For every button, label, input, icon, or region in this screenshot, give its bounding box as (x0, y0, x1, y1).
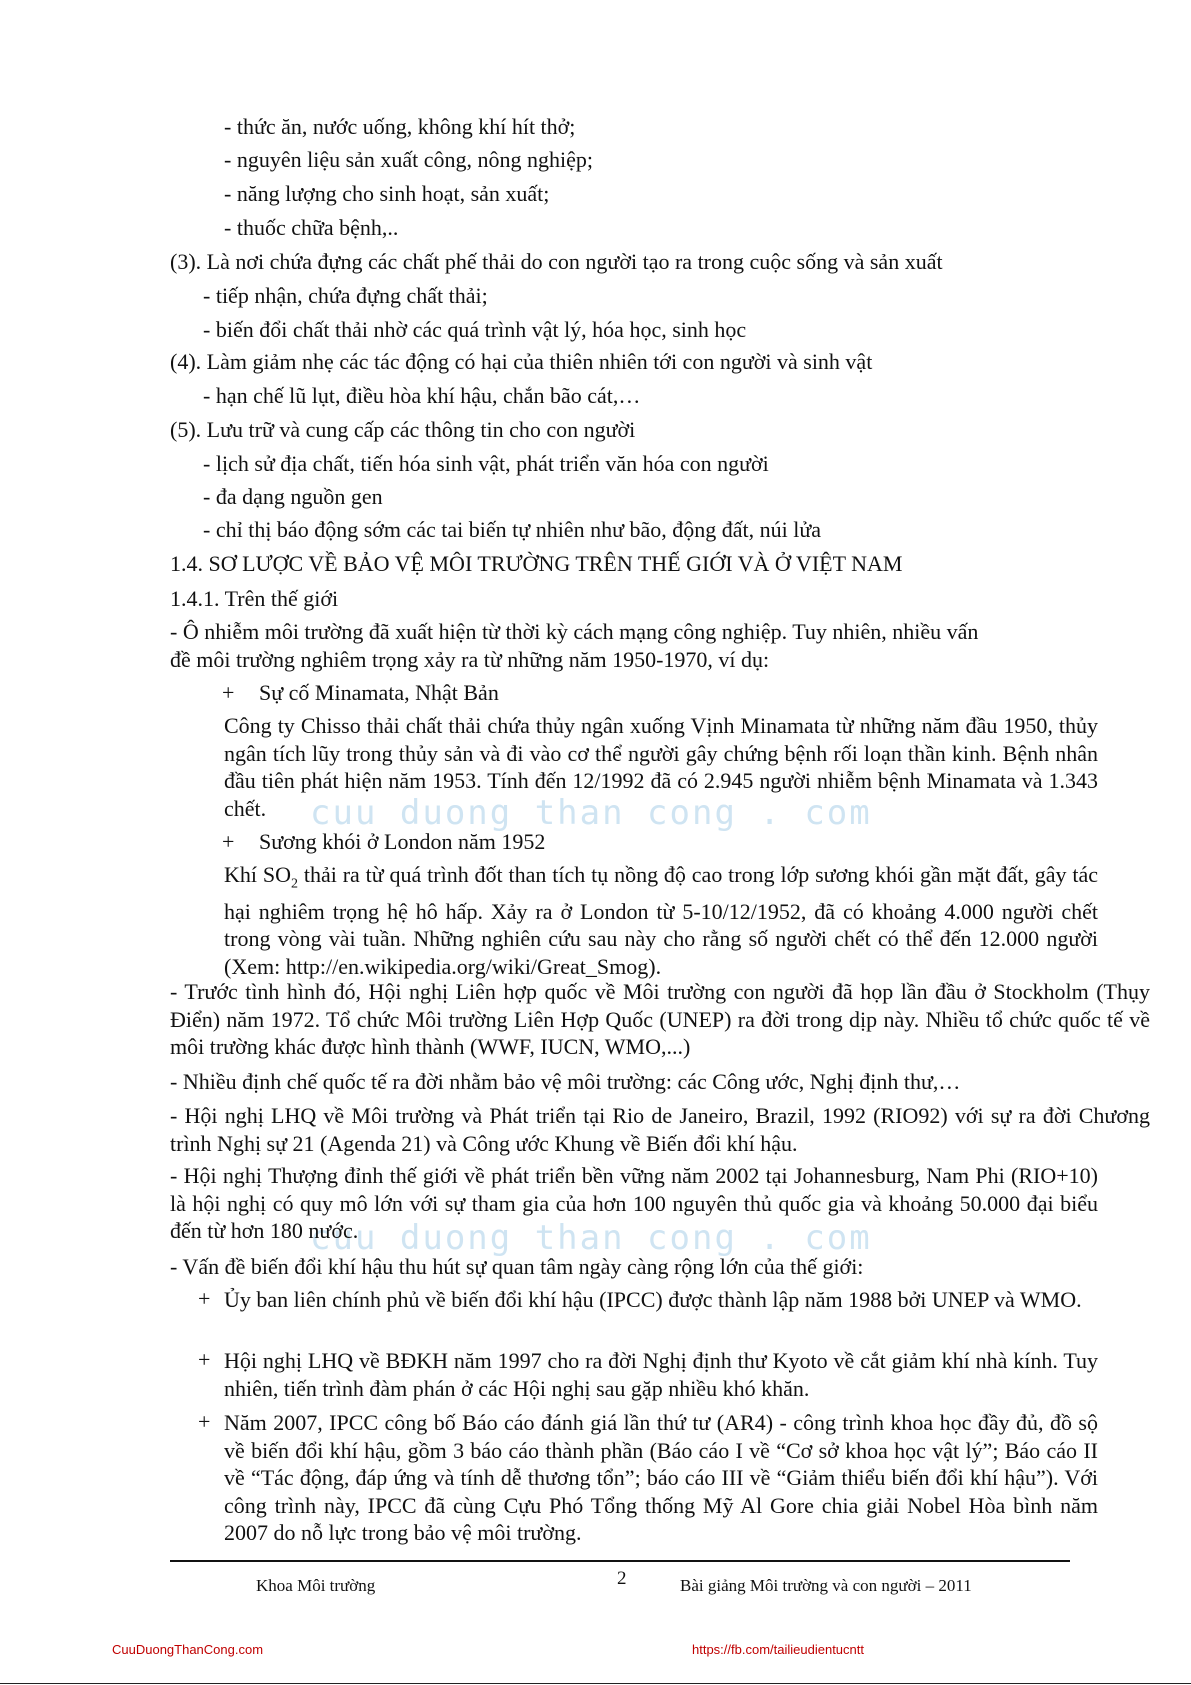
watermark: cuu duong than cong . com (310, 1218, 872, 1258)
list-item: - biến đổi chất thải nhờ các quá trình vật lý, hóa học, sinh học (203, 317, 747, 342)
page-bottom-edge (0, 1683, 1191, 1684)
list-item: - tiếp nhận, chứa đựng chất thải; (203, 283, 488, 308)
paragraph-line: đề môi trường nghiêm trọng xảy ra từ những năm 1950-1970, ví dụ: (170, 647, 770, 672)
watermark: cuu duong than cong . com (310, 793, 872, 833)
list-item: - năng lượng cho sinh hoạt, sản xuất; (224, 181, 550, 206)
subscript: 2 (290, 876, 298, 892)
paragraph: - Trước tình hình đó, Hội nghị Liên hợp quốc về Môi trường con người đã họp lần đầu ở Stockholm (Thụy Điển) năm 1972. Tổ chức Môi trường Liên Hợp Quốc (UNEP) ra đời trong dịp này. Nhiều tổ chức quốc tế về môi trường khác được hình thành (WWF, IUCN, WMO,...) (170, 979, 1150, 1059)
paragraph: - Hội nghị LHQ về Môi trường và Phát triển tại Rio de Janeiro, Brazil, 1992 (RIO92) với sự ra đời Chương trình Nghị sự 21 (Agenda 21) và Công ước Khung về Biến đổi khí hậu. (170, 1103, 1150, 1156)
paragraph: - Nhiều định chế quốc tế ra đời nhằm bảo vệ môi trường: các Công ước, Nghị định thư,… (170, 1069, 961, 1094)
bullet-paragraph: Hội nghị LHQ về BĐKH năm 1997 cho ra đời Nghị định thư Kyoto về cắt giảm khí nhà kính. Tuy nhiên, tiến trình đàm phán ở các Hội nghị sau gặp nhiều khó khăn. (224, 1348, 1098, 1401)
list-item: - hạn chế lũ lụt, điều hòa khí hậu, chắn bão cát,… (203, 383, 641, 408)
bullet-plus: + (222, 829, 235, 854)
numbered-item: (5). Lưu trữ và cung cấp các thông tin cho con người (170, 417, 636, 442)
bullet-plus: + (222, 680, 235, 705)
list-item: - đa dạng nguồn gen (203, 484, 383, 509)
list-item: - nguyên liệu sản xuất công, nông nghiệp; (224, 147, 594, 172)
paragraph-line: - Vấn đề biến đổi khí hậu thu hút sự quan tâm ngày càng rộng lớn của thế giới: (170, 1254, 864, 1279)
bullet-plus: + (198, 1347, 211, 1372)
list-item: - thức ăn, nước uống, không khí hít thở; (224, 114, 576, 139)
example-paragraph: Công ty Chisso thải chất thải chứa thủy ngân xuống Vịnh Minamata từ những năm đầu 1950, thủy ngân tích lũy trong thủy sản và đi vào cơ thể người gây chứng bệnh rối loạn thần kinh. Bệnh nhân đầu tiên phát hiện năm 1953. Tính đến 12/1992 đã có 2.945 người nhiễm bệnh Minamata và 1.343 chết. (224, 713, 1098, 821)
bullet-paragraph: Năm 2007, IPCC công bố Báo cáo đánh giá lần thứ tư (AR4) - công trình khoa học đầy đủ, đồ sộ về biến đổi khí hậu, gồm 3 báo cáo thành phần (Báo cáo I về “Cơ sở khoa học vật lý”; Báo cáo II về “Tác động, đáp ứng và tính dễ thương tổn”; báo cáo III về “Giảm thiểu biến đổi khí hậu”). Với công trình này, IPCC đã cùng Cựu Phó Tổng thống Mỹ Al Gore chia giải Nobel Hòa bình năm 2007 do nỗ lực trong bảo vệ môi trường. (224, 1410, 1098, 1545)
footer-right: Bài giảng Môi trường và con người – 2011 (680, 1576, 972, 1595)
subsection-heading: 1.4.1. Trên thế giới (170, 586, 339, 611)
section-heading: 1.4. SƠ LƯỢC VỀ BẢO VỆ MÔI TRƯỜNG TRÊN THẾ GIỚI VÀ Ở VIỆT NAM (170, 551, 903, 576)
footer-divider (170, 1560, 1070, 1562)
numbered-item: (4). Làm giảm nhẹ các tác động có hại của thiên nhiên tới con người và sinh vật (170, 349, 873, 374)
bullet-plus: + (198, 1409, 211, 1434)
example-heading: Sự cố Minamata, Nhật Bản (259, 680, 499, 705)
paragraph-text: Khí SO (224, 862, 291, 887)
page-number: 2 (617, 1568, 627, 1589)
footer-left: Khoa Môi trường (256, 1576, 376, 1595)
list-item: - thuốc chữa bệnh,.. (224, 215, 399, 240)
numbered-item: (3). Là nơi chứa đựng các chất phế thải do con người tạo ra trong cuộc sống và sản xuất (170, 249, 943, 274)
paragraph-line: - Ô nhiễm môi trường đã xuất hiện từ thời kỳ cách mạng công nghiệp. Tuy nhiên, nhiều vấn (170, 619, 979, 644)
bullet-paragraph: Ủy ban liên chính phủ về biến đổi khí hậu (IPCC) được thành lập năm 1988 bởi UNEP và WMO. (224, 1287, 1082, 1312)
paragraph-text: thải ra từ quá trình đốt than tích tụ nồng độ cao trong lớp sương khói gần mặt đất, gây tác hại nghiêm trọng hệ hô hấp. Xảy ra ở London từ 5-10/12/1952, đã có khoảng 4.000 người chết trong vòng vài tuần. Những nghiên cứu sau này cho rằng số người chết có thể đến 12.000 người (Xem: http://en.wikipedia.org/wiki/Great_Smog). (224, 862, 1098, 979)
example-paragraph (224, 861, 1098, 980)
paragraph: - Hội nghị Thượng đỉnh thế giới về phát triển bền vững năm 2002 tại Johannesburg, Nam Phi (RIO+10) là hội nghị có quy mô lớn với sự tham gia của hơn 100 nguyên thủ quốc gia và khoảng 50.000 đại biểu đến từ hơn 180 nước. (170, 1163, 1098, 1243)
list-item: - lịch sử địa chất, tiến hóa sinh vật, phát triển văn hóa con người (203, 451, 769, 476)
list-item: - chỉ thị báo động sớm các tai biến tự nhiên như bão, động đất, núi lửa (203, 517, 822, 542)
source-link-left[interactable]: CuuDuongThanCong.com (112, 1642, 264, 1657)
bullet-plus: + (198, 1286, 211, 1311)
source-link-right[interactable]: https://fb.com/tailieudientucntt (692, 1642, 864, 1657)
example-heading: Sương khói ở London năm 1952 (259, 829, 546, 854)
